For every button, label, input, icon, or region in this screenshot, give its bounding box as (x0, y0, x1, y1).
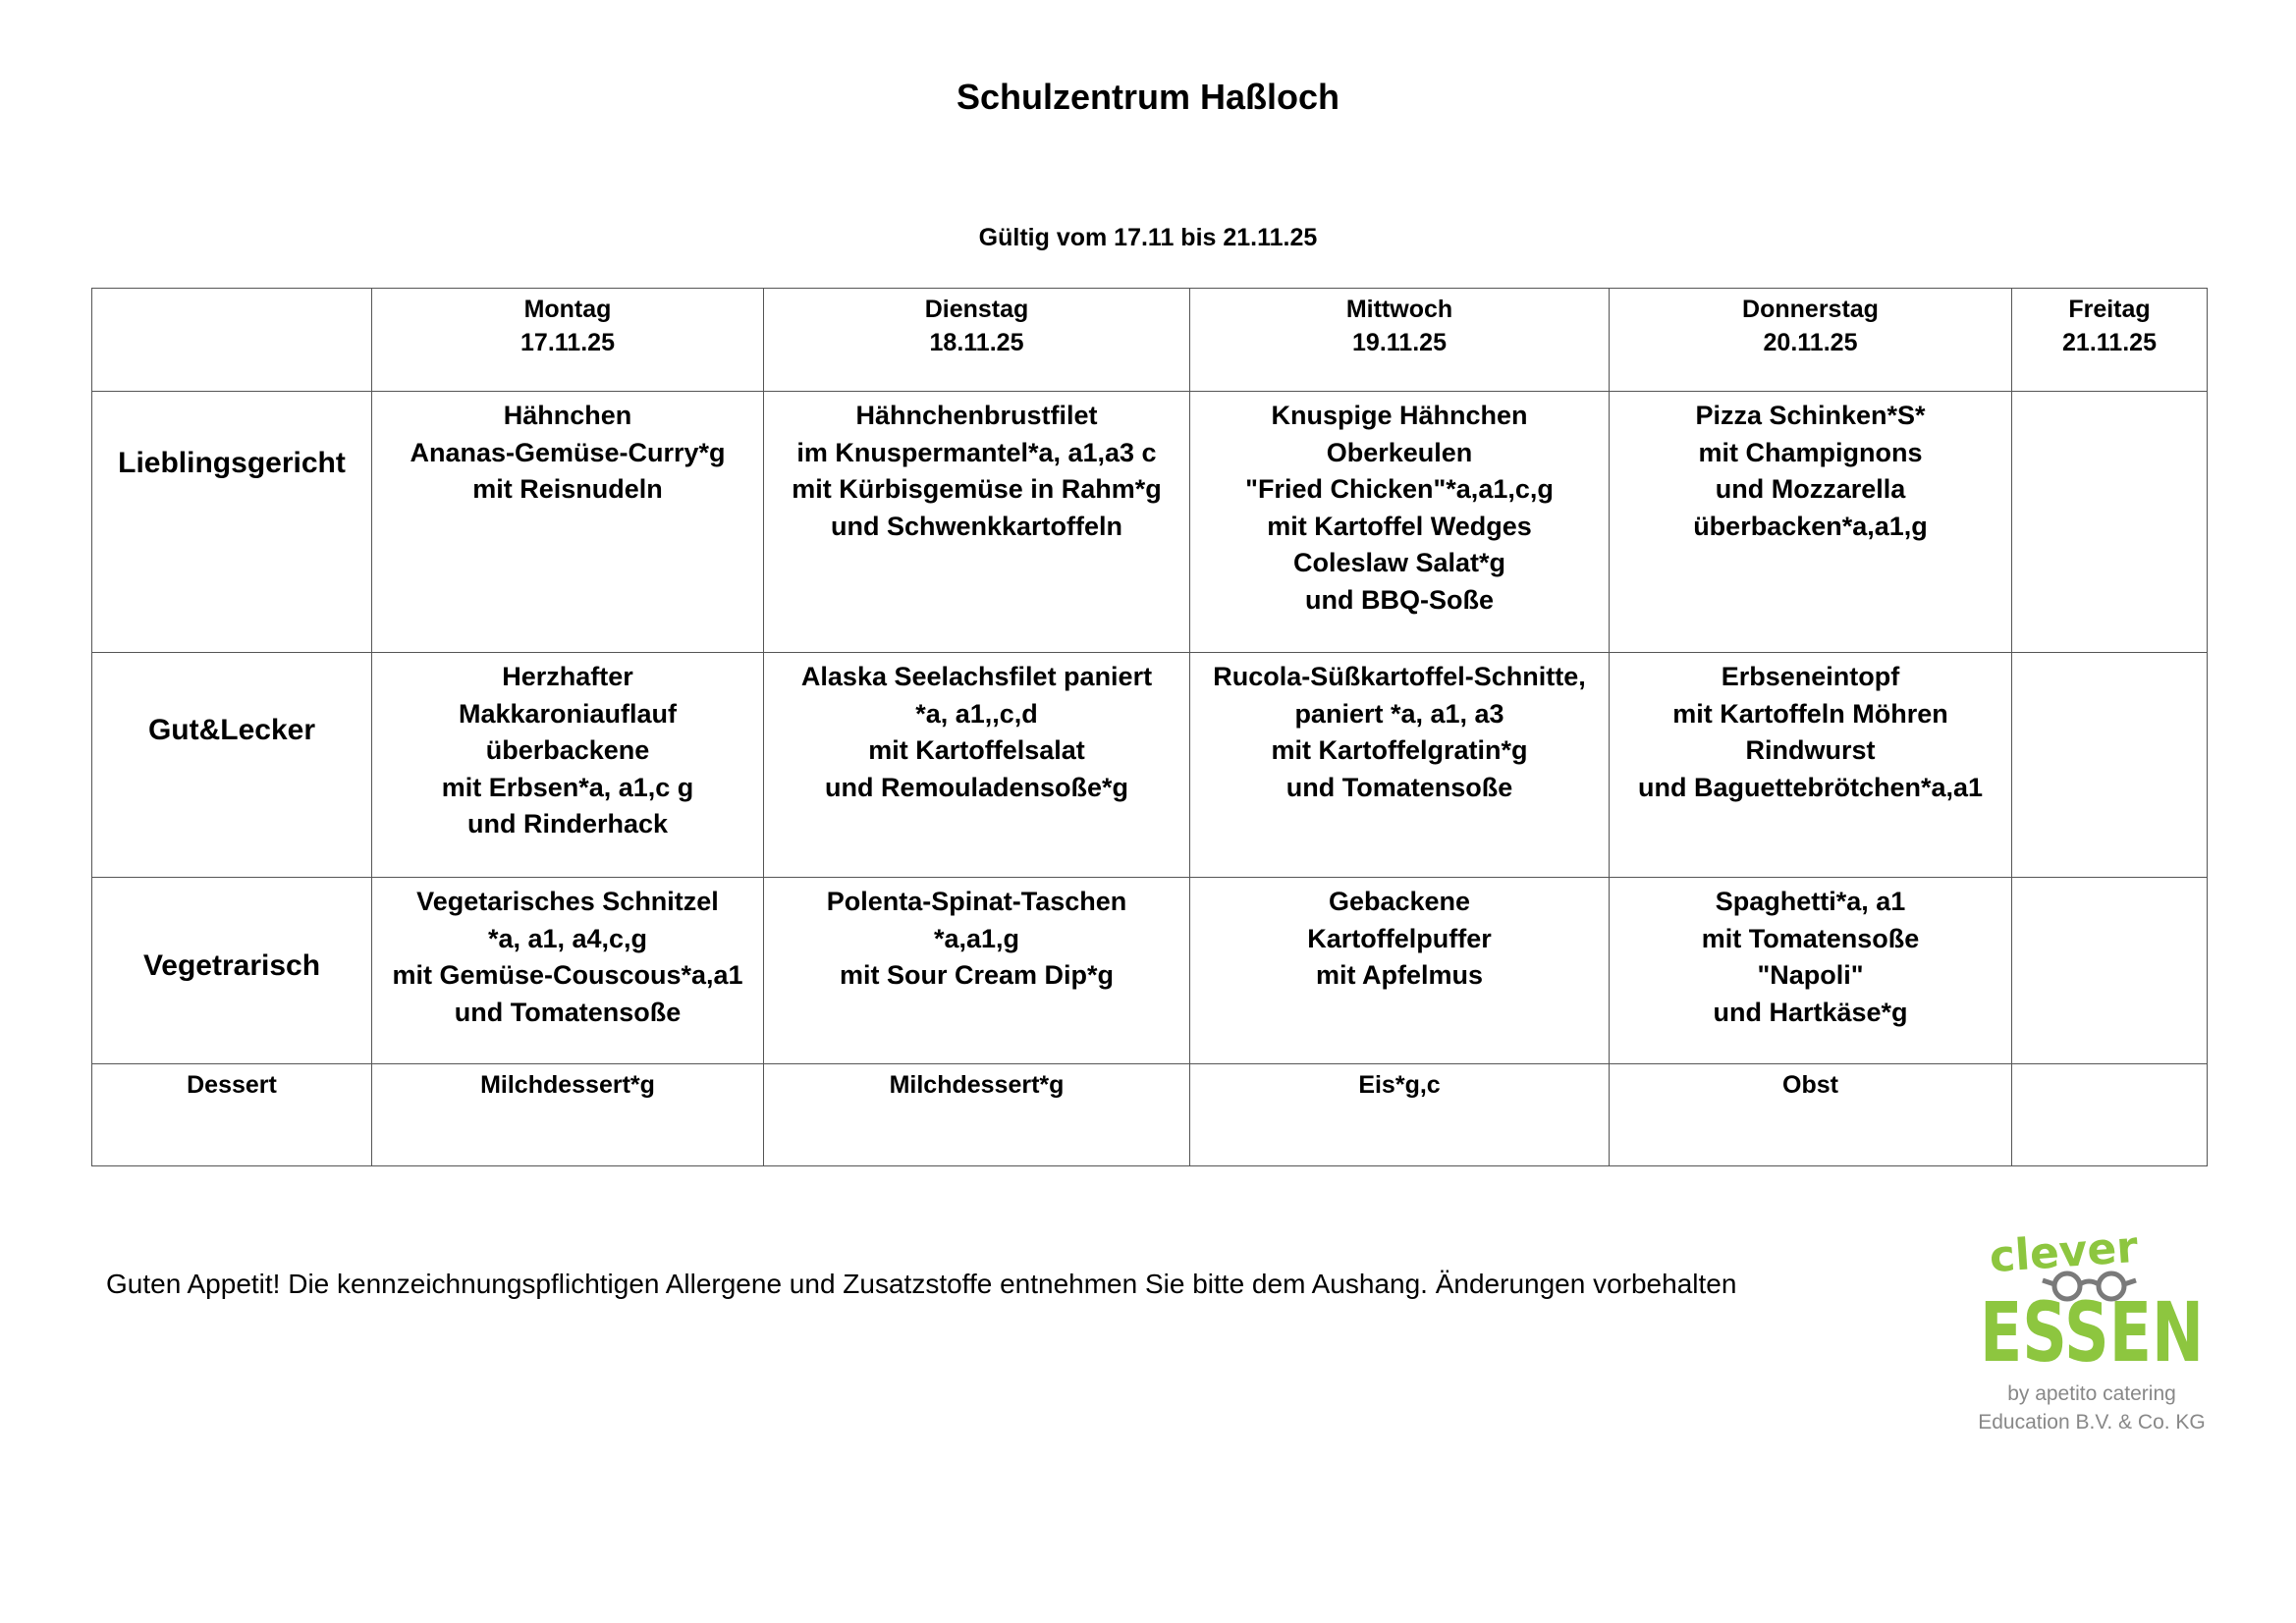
meal-cell: Hähnchenbrustfilet im Knuspermantel*a, a1,a3 c mit Kürbisgemüse in Rahm*g und Schwenkkartoffeln (764, 392, 1190, 653)
row-label: Dessert (92, 1064, 372, 1166)
header-empty-cell (92, 289, 372, 392)
row-label: Vegetrarisch (92, 878, 372, 1064)
meal-cell: Pizza Schinken*S* mit Champignons und Mozzarella überbacken*a,a1,g (1610, 392, 2012, 653)
day-name: Mittwoch (1345, 296, 1453, 323)
table-row-gut-lecker (92, 653, 2208, 878)
footer-note: Guten Appetit! Die kennzeichnungspflichtigen Allergene und Zusatzstoffe entnehmen Sie bitte dem Aushang. Änderungen vorbehalten (106, 1269, 1737, 1299)
meal-cell: Vegetarisches Schnitzel *a, a1, a4,c,g mit Gemüse-Couscous*a,a1 und Tomatensoße (372, 878, 764, 1064)
day-name: Dienstag (924, 296, 1029, 323)
dessert-cell: Milchdessert*g (764, 1064, 1190, 1166)
dessert-cell: Eis*g,c (1190, 1064, 1610, 1166)
logo-word-clever: clever (1988, 1221, 2140, 1283)
day-date: 21.11.25 (2062, 329, 2157, 356)
meal-cell: Hähnchen Ananas-Gemüse-Curry*g mit Reisnudeln (372, 392, 764, 653)
day-name: Donnerstag (1742, 296, 1879, 323)
header-day-dienstag (764, 289, 1190, 392)
menu-table (91, 288, 2208, 1166)
meal-cell: Gebackene Kartoffelpuffer mit Apfelmus (1190, 878, 1610, 1064)
meal-cell: Spaghetti*a, a1 mit Tomatensoße "Napoli" und Hartkäse*g (1610, 878, 2012, 1064)
meal-cell (2012, 878, 2208, 1064)
logo-company: Education B.V. & Co. KG (1978, 1411, 2206, 1434)
day-name: Montag (523, 296, 612, 323)
day-date: 20.11.25 (1763, 329, 1858, 356)
day-date: 18.11.25 (929, 329, 1024, 356)
row-label: Gut&Lecker (92, 653, 372, 878)
table-row-lieblingsgericht (92, 392, 2208, 653)
day-name: Freitag (2068, 296, 2151, 323)
meal-cell: Alaska Seelachsfilet paniert *a, a1,,c,d mit Kartoffelsalat und Remouladensoße*g (764, 653, 1190, 878)
table-header-row (92, 289, 2208, 392)
meal-cell: Knuspige Hähnchen Oberkeulen "Fried Chicken"*a,a1,c,g mit Kartoffel Wedges Coleslaw Salat*g und BBQ-Soße (1190, 392, 1610, 653)
table-row-dessert (92, 1064, 2208, 1166)
dessert-cell (2012, 1064, 2208, 1166)
page-title: Schulzentrum Haßloch (956, 77, 1340, 117)
logo-byline: by apetito catering (2007, 1382, 2176, 1405)
day-date: 19.11.25 (1352, 329, 1447, 356)
table-row-vegetarisch (92, 878, 2208, 1064)
meal-cell (2012, 653, 2208, 878)
validity-period: Gültig vom 17.11 bis 21.11.25 (978, 224, 1318, 251)
dessert-cell: Milchdessert*g (372, 1064, 764, 1166)
meal-cell: Polenta-Spinat-Taschen *a,a1,g mit Sour Cream Dip*g (764, 878, 1190, 1064)
header-day-donnerstag (1610, 289, 2012, 392)
dessert-cell: Obst (1610, 1064, 2012, 1166)
meal-cell: Erbseneintopf mit Kartoffeln Möhren Rindwurst und Baguettebrötchen*a,a1 (1610, 653, 2012, 878)
logo-word-essen: ESSEN (1980, 1284, 2204, 1380)
day-date: 17.11.25 (520, 329, 615, 356)
header-day-freitag (2012, 289, 2208, 392)
header-day-mittwoch (1190, 289, 1610, 392)
meal-cell: Rucola-Süßkartoffel-Schnitte, paniert *a, a1, a3 mit Kartoffelgratin*g und Tomatensoße (1190, 653, 1610, 878)
row-label: Lieblingsgericht (92, 392, 372, 653)
meal-cell: Herzhafter Makkaroniauflauf überbackene mit Erbsen*a, a1,c g und Rinderhack (372, 653, 764, 878)
header-day-montag (372, 289, 764, 392)
meal-cell (2012, 392, 2208, 653)
